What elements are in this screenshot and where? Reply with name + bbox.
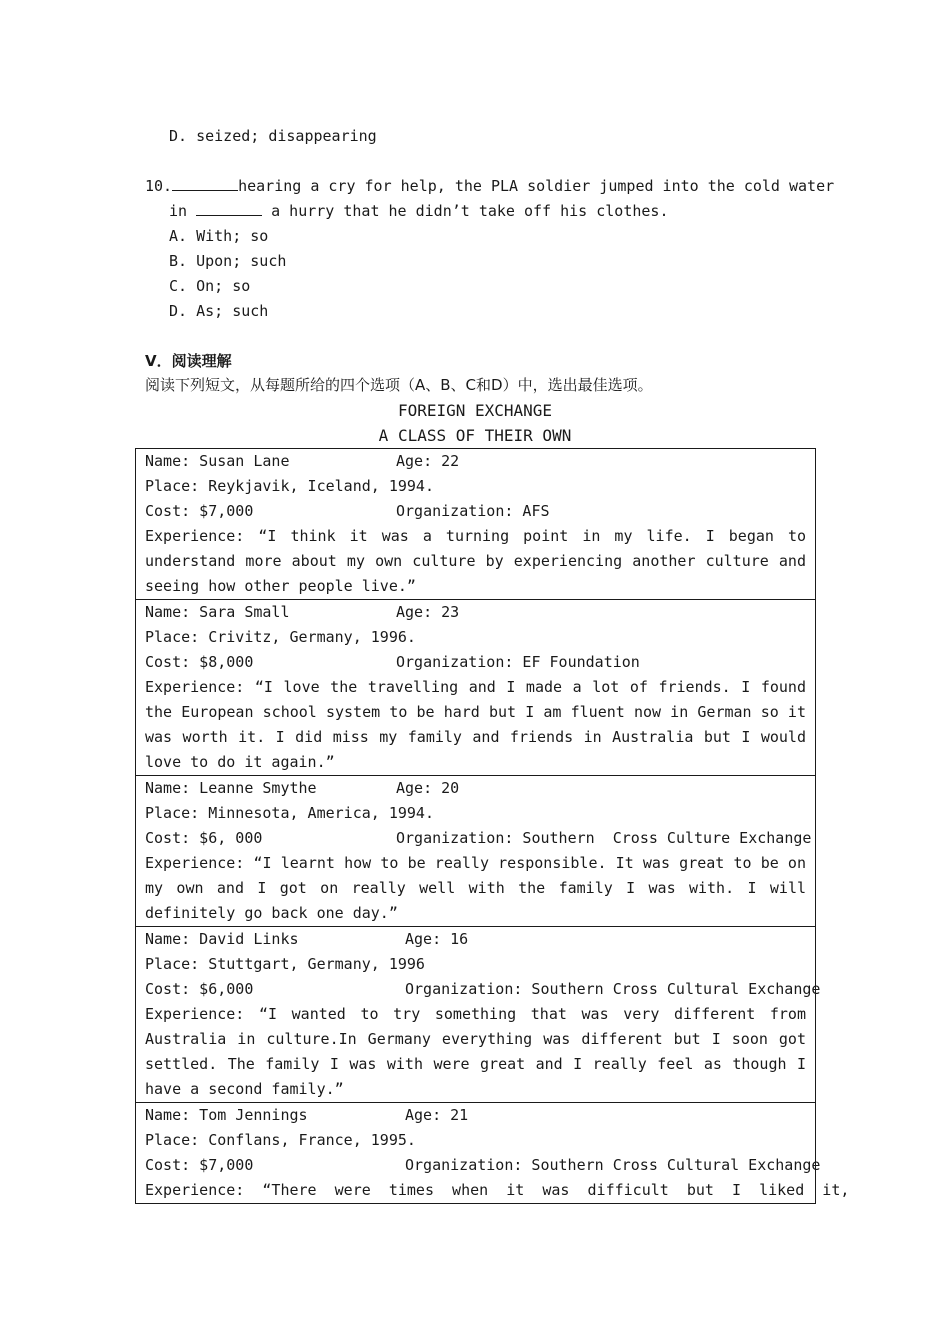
entry-cell: [136, 776, 816, 927]
entry-name: Name: Susan Lane: [145, 452, 290, 470]
entry-organization: Organization: AFS: [396, 502, 550, 520]
entry-experience: Experience: “I wanted to try something that was very different from Australia in culture.In Germany everything was different but I soon got settled. The family I was with were great and I really feel as though I have a second family.”: [145, 1005, 806, 1098]
section-heading: V．阅读理解: [145, 352, 232, 370]
prev-question-option-d: D. seized; disappearing: [169, 127, 377, 145]
table-row: [136, 927, 816, 1103]
entry-experience: Experience: “I learnt how to be really responsible. It was great to be on my own and I got on really well with the family I was with. I will definitely go back one day.”: [145, 854, 806, 922]
question-10-number: 10.: [145, 177, 173, 195]
question-10-option-a: A. With; so: [169, 227, 269, 245]
entry-place: Place: Minnesota, America, 1994.: [145, 804, 434, 822]
entry-cost: Cost: $8,000: [145, 653, 254, 671]
entry-age: Age: 23: [396, 603, 460, 621]
question-10-line1: [145, 174, 834, 199]
answer-blank-1: [172, 175, 238, 191]
entry-age: Age: 20: [396, 779, 460, 797]
entry-place: Place: Reykjavik, Iceland, 1994.: [145, 477, 434, 495]
entry-name: Name: Sara Small: [145, 603, 290, 621]
exchange-table: [135, 448, 850, 1204]
article-title: FOREIGN EXCHANGE: [397, 401, 553, 420]
question-10-text-in: in: [169, 202, 188, 220]
table-row: [136, 449, 816, 600]
entry-age: Age: 21: [405, 1106, 469, 1124]
entry-experience: Experience: “I love the travelling and I made a lot of friends. I found the European school system to be hard but I am fluent now in German so it was worth it. I did miss my family and friends in Australia but I would love to do it again.”: [145, 678, 806, 771]
table-row: [136, 776, 816, 927]
article-subtitle: A CLASS OF THEIR OWN: [378, 426, 572, 445]
question-10-option-d: D. As; such: [169, 302, 269, 320]
question-10-text-part1: hearing a cry for help, the PLA soldier jumped into the cold water: [238, 177, 835, 195]
entry-name: Name: Leanne Smythe: [145, 779, 317, 797]
entry-place: Place: Stuttgart, Germany, 1996: [145, 955, 425, 973]
table-row: [136, 1103, 816, 1204]
entry-place: Place: Conflans, France, 1995.: [145, 1131, 416, 1149]
entry-organization: Organization: Southern Cross Cultural Exchange: [405, 1156, 821, 1174]
entry-cell: [136, 600, 816, 776]
question-10-option-c: C. On; so: [169, 277, 251, 295]
entry-cell: [136, 1103, 850, 1204]
entry-cost: Cost: $7,000: [145, 1156, 254, 1174]
table-row: [136, 600, 816, 776]
entry-name: Name: David Links: [145, 930, 299, 948]
entry-experience: Experience: “There were times when it was difficult but I liked it,: [145, 1181, 850, 1199]
entry-age: Age: 22: [396, 452, 460, 470]
entry-organization: Organization: Southern Cross Cultural Exchange: [405, 980, 821, 998]
entry-cost: Cost: $7,000: [145, 502, 254, 520]
section-instruction: 阅读下列短文，从每题所给的四个选项（A、B、C和D）中，选出最佳选项。: [145, 376, 653, 394]
entry-organization: Organization: Southern Cross Culture Exchange: [396, 829, 812, 847]
question-10-text-part2: a hurry that he didn’t take off his clothes.: [262, 202, 669, 220]
entry-name: Name: Tom Jennings: [145, 1106, 308, 1124]
entry-place: Place: Crivitz, Germany, 1996.: [145, 628, 416, 646]
question-10-option-b: B. Upon; such: [169, 252, 287, 270]
answer-blank-2: [196, 200, 262, 216]
entry-cell: [136, 927, 821, 1103]
entry-experience: Experience: “I think it was a turning point in my life. I began to understand more about my own culture by experiencing another culture and seeing how other people live.”: [145, 527, 806, 595]
entry-cell: [136, 449, 816, 600]
entry-cost: Cost: $6,000: [145, 980, 254, 998]
entry-age: Age: 16: [405, 930, 469, 948]
entry-organization: Organization: EF Foundation: [396, 653, 640, 671]
entry-cost: Cost: $6, 000: [145, 829, 263, 847]
question-10-line2: [169, 199, 668, 224]
